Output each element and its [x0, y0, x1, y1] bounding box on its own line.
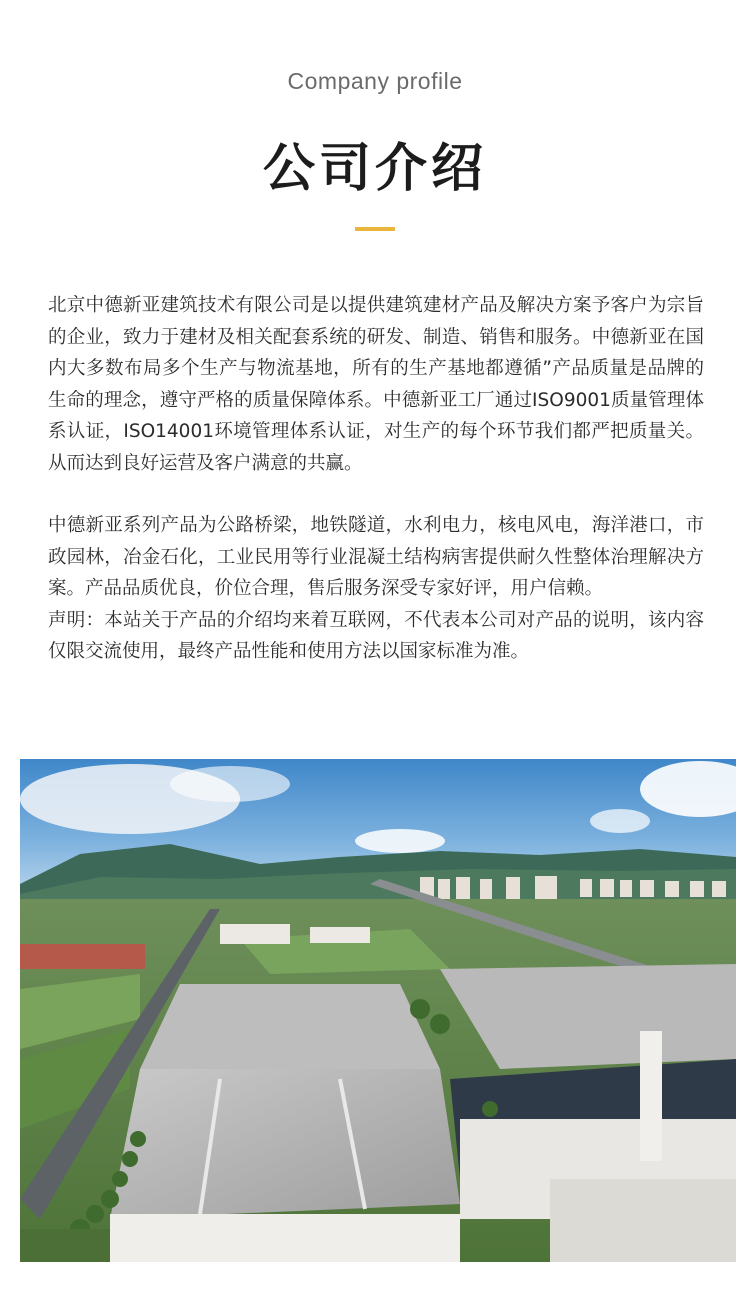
section-subtitle: Company profile — [287, 68, 463, 94]
statement-paragraph: 声明：本站关于产品的介绍均来着互联网，不代表本公司对产品的说明，该内容仅限交流使用，最终产品性能和使用方法以国家标准为准。 — [48, 609, 704, 662]
intro-paragraph: 北京中德新亚建筑技术有限公司是以提供建筑建材产品及解决方案予客户为宗旨的企业，致力于建材及相关配套系统的研发、制造、销售和服务。中德新亚在国内大多数布局多个生产与物流基地，所有的生产基地都遵循”产品质量是品牌的生命的理念，遵守严格的质量保障体系。中德新亚工厂通过ISO9001质量管理体系认证，ISO14001环境管理体系认证，对生产的每个环节我们都严把质量关。从而达到良好运营及客户满意的共赢。 — [48, 295, 704, 474]
factory-aerial-photo — [20, 759, 736, 1262]
company-description — [48, 290, 704, 668]
products-paragraph: 中德新亚系列产品为公路桥梁，地铁隧道，水利电力，核电风电，海洋港口，市政园林，冶金石化，工业民用等行业混凝土结构病害提供耐久性整体治理解决方案。产品品质优良，价位合理，售后服务深受专家好评，用户信赖。 — [48, 515, 704, 599]
section-title: 公司介绍 — [262, 139, 487, 199]
title-divider — [355, 227, 395, 231]
